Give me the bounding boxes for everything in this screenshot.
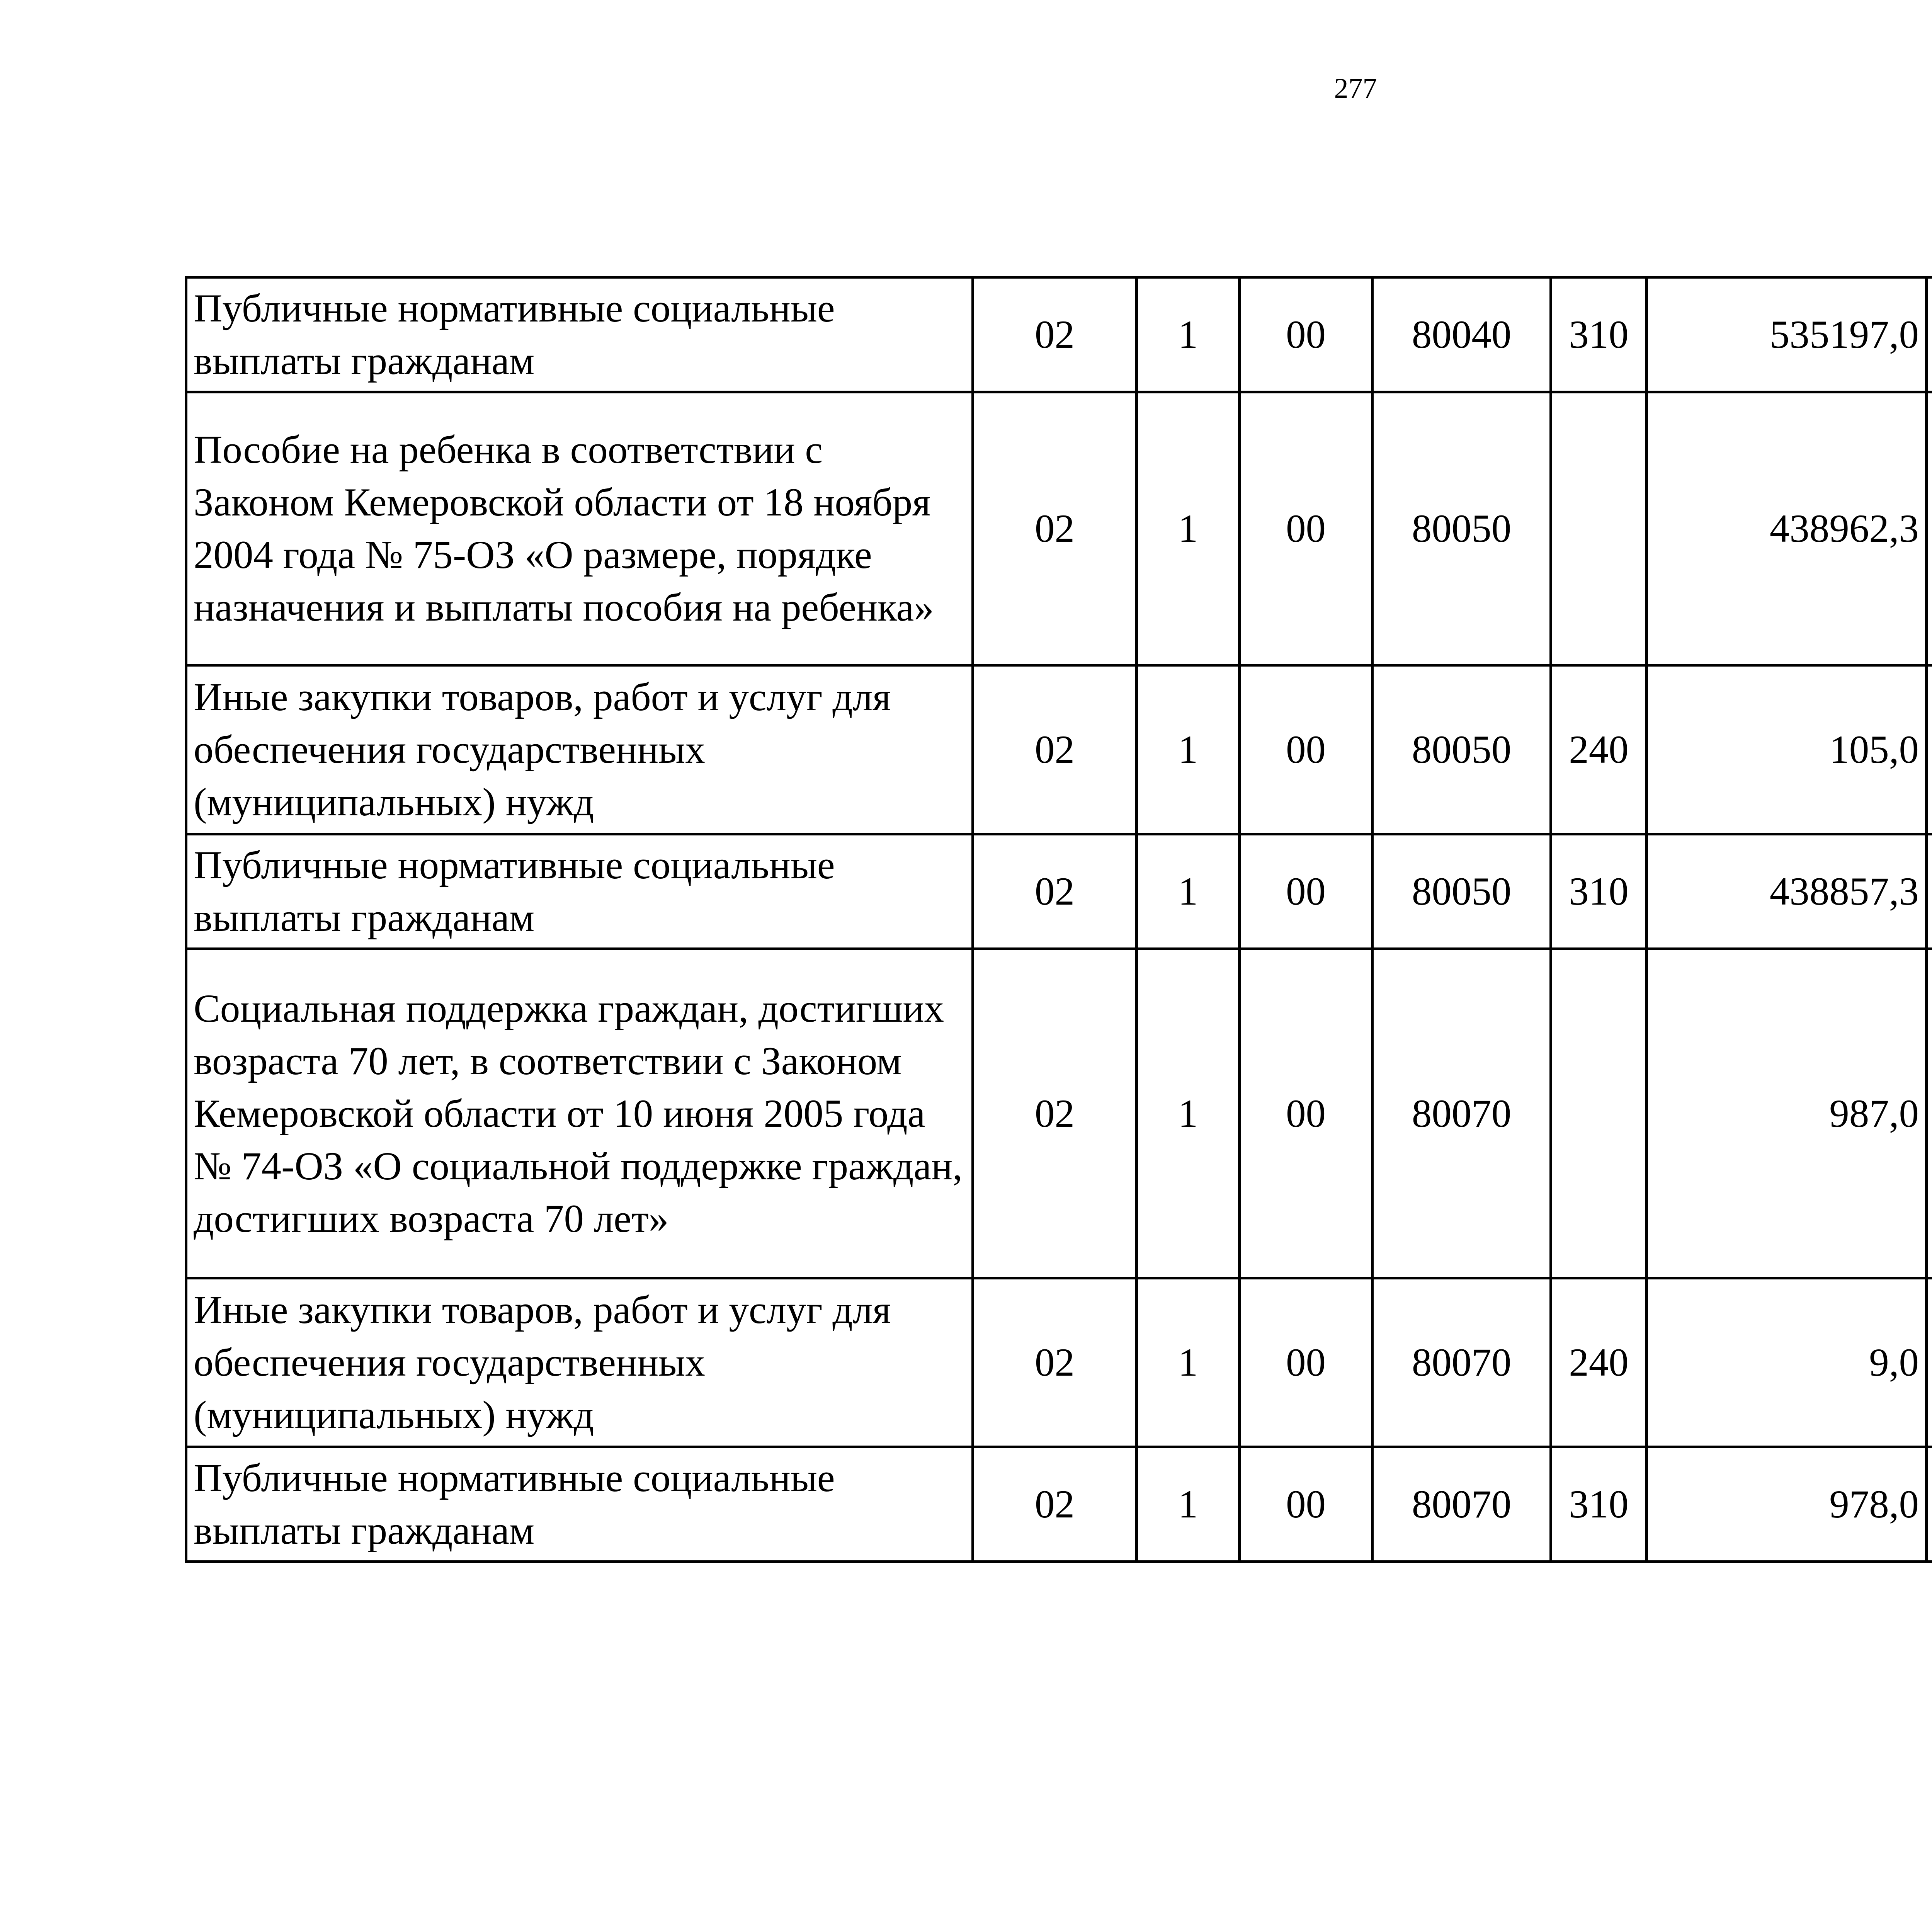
amount-2 [1927, 1447, 1932, 1562]
row-name: Пособие на ребенка в соответствии с Законом Кемеровской области от 18 ноября 2004 года № 75-ОЗ «О размере, порядке назначения и выплаты пособия на ребенка» [186, 392, 973, 665]
table-row [186, 1278, 1932, 1447]
subprogram-code: 1 [1137, 1278, 1240, 1447]
main-event-code: 00 [1240, 1278, 1372, 1447]
expense-type-code: 240 [1551, 1278, 1647, 1447]
direction-code: 80050 [1372, 665, 1551, 834]
program-code: 02 [973, 834, 1137, 949]
amount-2 [1927, 834, 1932, 949]
table-row [186, 277, 1932, 392]
program-code: 02 [973, 949, 1137, 1278]
amount-1: 438962,3 [1647, 392, 1927, 665]
amount-1: 987,0 [1647, 949, 1927, 1278]
budget-table [185, 276, 1932, 1563]
direction-code: 80040 [1372, 277, 1551, 392]
amount-1: 105,0 [1647, 665, 1927, 834]
expense-type-code: 310 [1551, 277, 1647, 392]
main-event-code: 00 [1240, 665, 1372, 834]
row-name: Социальная поддержка граждан, достигших возраста 70 лет, в соответствии с Законом Кемеровской области от 10 июня 2005 года № 74-ОЗ «О социальной поддержке граждан, достигших возраста 70 лет» [186, 949, 973, 1278]
direction-code: 80050 [1372, 392, 1551, 665]
row-name: Публичные нормативные социальные выплаты гражданам [186, 1447, 973, 1562]
row-name: Иные закупки товаров, работ и услуг для обеспечения государственных (муниципальных) нужд [186, 1278, 973, 1447]
program-code: 02 [973, 665, 1137, 834]
program-code: 02 [973, 392, 1137, 665]
table-row [186, 834, 1932, 949]
main-event-code: 00 [1240, 949, 1372, 1278]
amount-1: 978,0 [1647, 1447, 1927, 1562]
amount-1: 438857,3 [1647, 834, 1927, 949]
expense-type-code [1551, 949, 1647, 1278]
table-row [186, 949, 1932, 1278]
subprogram-code: 1 [1137, 949, 1240, 1278]
amount-2 [1927, 277, 1932, 392]
amount-2 [1927, 392, 1932, 665]
direction-code: 80070 [1372, 1278, 1551, 1447]
amount-1: 535197,0 [1647, 277, 1927, 392]
row-name: Иные закупки товаров, работ и услуг для обеспечения государственных (муниципальных) нужд [186, 665, 973, 834]
subprogram-code: 1 [1137, 665, 1240, 834]
amount-1: 9,0 [1647, 1278, 1927, 1447]
expense-type-code: 310 [1551, 834, 1647, 949]
table-row [186, 665, 1932, 834]
main-event-code: 00 [1240, 834, 1372, 949]
subprogram-code: 1 [1137, 392, 1240, 665]
program-code: 02 [973, 1447, 1137, 1562]
subprogram-code: 1 [1137, 277, 1240, 392]
amount-2 [1927, 665, 1932, 834]
expense-type-code: 310 [1551, 1447, 1647, 1562]
main-event-code: 00 [1240, 277, 1372, 392]
direction-code: 80070 [1372, 949, 1551, 1278]
amount-2 [1927, 949, 1932, 1278]
row-name: Публичные нормативные социальные выплаты гражданам [186, 277, 973, 392]
amount-2 [1927, 1278, 1932, 1447]
page-number: 277 [1334, 73, 1377, 104]
main-event-code: 00 [1240, 392, 1372, 665]
row-name: Публичные нормативные социальные выплаты гражданам [186, 834, 973, 949]
expense-type-code [1551, 392, 1647, 665]
direction-code: 80050 [1372, 834, 1551, 949]
program-code: 02 [973, 277, 1137, 392]
main-event-code: 00 [1240, 1447, 1372, 1562]
direction-code: 80070 [1372, 1447, 1551, 1562]
expense-type-code: 240 [1551, 665, 1647, 834]
table-row [186, 392, 1932, 665]
subprogram-code: 1 [1137, 1447, 1240, 1562]
subprogram-code: 1 [1137, 834, 1240, 949]
table-row [186, 1447, 1932, 1562]
program-code: 02 [973, 1278, 1137, 1447]
